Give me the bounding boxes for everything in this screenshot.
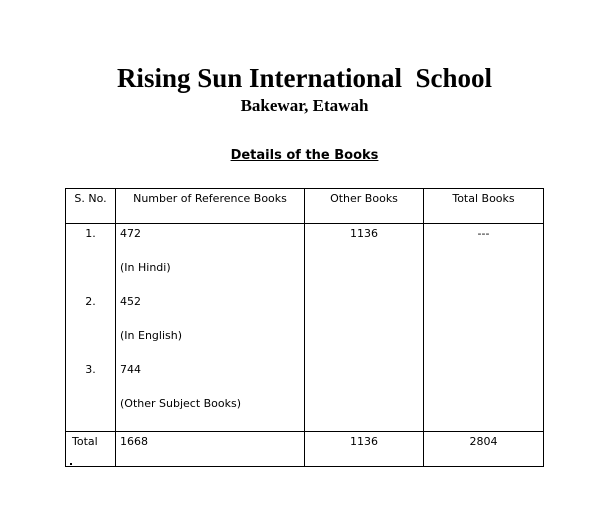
- sno-2: 2.: [85, 295, 96, 308]
- school-name: Rising Sun International School: [116, 63, 493, 93]
- document-title-text: Details of the Books: [230, 148, 379, 163]
- reference-books-cell: [116, 224, 305, 432]
- stray-mark: [70, 463, 72, 465]
- total-reference-books: 1668: [116, 432, 305, 467]
- reference-language-hindi: (In Hindi): [120, 261, 171, 274]
- sno-cell: [66, 224, 116, 432]
- column-header-reference-books: Number of Reference Books: [116, 189, 305, 224]
- books-table: [65, 188, 544, 467]
- total-books-cell: [424, 224, 544, 432]
- sno-1: 1.: [85, 227, 96, 240]
- total-books-value: ---: [477, 227, 490, 240]
- total-label: Total: [66, 432, 116, 467]
- reference-language-other: (Other Subject Books): [120, 397, 242, 410]
- reference-count-hindi: 472: [120, 227, 141, 240]
- total-other-books: 1136: [305, 432, 424, 467]
- column-header-total-books: Total Books: [424, 189, 544, 224]
- grand-total-books: 2804: [424, 432, 544, 467]
- other-books-cell: [305, 224, 424, 432]
- sno-spacer: [66, 261, 115, 295]
- other-books-value: 1136: [350, 227, 378, 240]
- sno-spacer: [66, 329, 115, 363]
- school-location: Bakewar, Etawah: [240, 96, 369, 115]
- column-header-other-books: Other Books: [305, 189, 424, 224]
- column-header-sno: S. No.: [66, 189, 116, 224]
- table-row: [66, 224, 544, 432]
- table-header-row: [66, 189, 544, 224]
- reference-language-english: (In English): [120, 329, 183, 342]
- sno-3: 3.: [85, 363, 96, 376]
- total-row: [66, 432, 544, 467]
- reference-count-other: 744: [120, 363, 141, 376]
- reference-count-english: 452: [120, 295, 141, 308]
- document-title: [0, 147, 609, 165]
